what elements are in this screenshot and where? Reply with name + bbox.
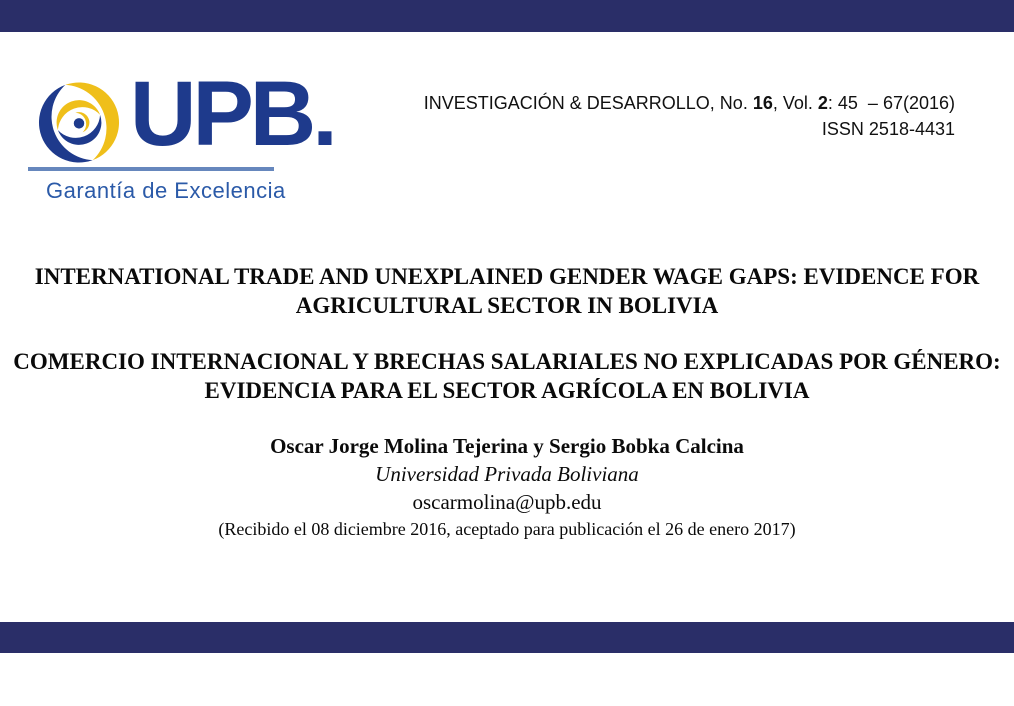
upb-swirl-icon <box>32 79 126 166</box>
affiliation-line: Universidad Privada Boliviana <box>375 462 639 486</box>
journal-volume-number: 2 <box>817 93 828 113</box>
byline-block <box>0 432 1014 541</box>
top-banner-bar <box>0 0 1014 32</box>
upb-logo <box>28 63 338 213</box>
title-es-line1: COMERCIO INTERNACIONAL Y BRECHAS SALARIALES NO EXPLICADAS POR GÉNERO: <box>13 349 1001 374</box>
title-en-line1: INTERNATIONAL TRADE AND UNEXPLAINED GENDER WAGE GAPS: EVIDENCE FOR <box>34 264 980 289</box>
paper-title-spanish <box>0 347 1014 405</box>
author-email: oscarmolina@upb.edu <box>412 490 602 514</box>
authors-line: Oscar Jorge Molina Tejerina y Sergio Bobka Calcina <box>270 434 744 458</box>
journal-issue-number: 16 <box>752 93 773 113</box>
logo-tagline: Garantía de Excelencia <box>46 178 286 203</box>
journal-pages-year: : 45 – 67(2016) <box>827 93 955 113</box>
bottom-banner-bar <box>0 622 1014 653</box>
issn-line: ISSN 2518-4431 <box>821 119 955 139</box>
logo-underline <box>28 167 274 171</box>
title-en-line2: AGRICULTURAL SECTOR IN BOLIVIA <box>295 293 719 318</box>
journal-info <box>424 90 955 142</box>
received-accepted-line: (Recibido el 08 diciembre 2016, aceptado para publicación el 26 de enero 2017) <box>218 519 796 539</box>
journal-name: INVESTIGACIÓN & DESARROLLO, No. <box>423 93 753 113</box>
journal-vol-label: , Vol. <box>772 93 818 113</box>
title-es-line2: EVIDENCIA PARA EL SECTOR AGRÍCOLA EN BOLIVIA <box>204 378 810 403</box>
paper-title-english <box>0 262 1014 320</box>
journal-citation-line <box>424 90 955 116</box>
upb-wordmark: UPB. <box>130 63 334 165</box>
